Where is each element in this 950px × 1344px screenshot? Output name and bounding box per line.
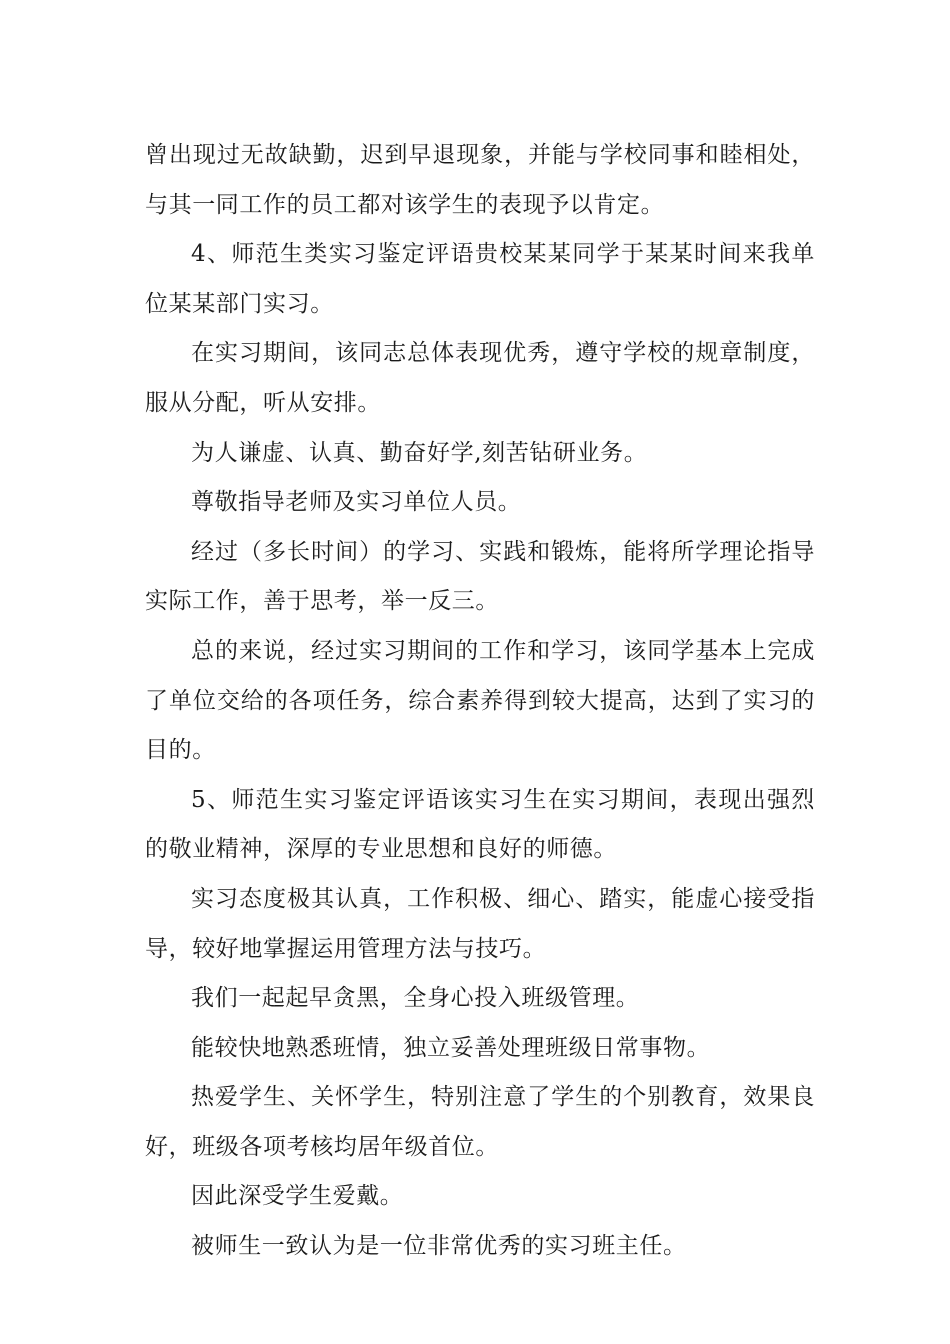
paragraph-7: 总的来说，经过实习期间的工作和学习，该同学基本上完成了单位交给的各项任务，综合素养得到较大提高，达到了实习的目的。 bbox=[145, 637, 815, 764]
paragraph-14: 被师生一致认为是一位非常优秀的实习班主任。 bbox=[191, 1233, 687, 1260]
paragraph-13: 因此深受学生爱戴。 bbox=[191, 1183, 404, 1210]
paragraph-3: 在实习期间，该同志总体表现优秀，遵守学校的规章制度，服从分配，听从安排。 bbox=[145, 340, 815, 416]
paragraph-10: 我们一起起早贪黑，全身心投入班级管理。 bbox=[191, 985, 640, 1012]
paragraph-5: 尊敬指导老师及实习单位人员。 bbox=[191, 489, 522, 516]
paragraph-9: 实习态度极其认真，工作积极、细心、踏实，能虚心接受指导，较好地掌握运用管理方法与技巧。 bbox=[145, 885, 815, 962]
paragraph-12: 热爱学生、关怀学生，特别注意了学生的个别教育，效果良好，班级各项考核均居年级首位。 bbox=[145, 1084, 815, 1160]
paragraph-6: 经过（多长时间）的学习、实践和锻炼，能将所学理论指导实际工作，善于思考，举一反三。 bbox=[145, 538, 815, 615]
document-body bbox=[145, 131, 815, 1272]
paragraph-11: 能较快地熟悉班情，独立妥善处理班级日常事物。 bbox=[191, 1034, 711, 1061]
paragraph-4: 为人谦虚、认真、勤奋好学,刻苦钻研业务。 bbox=[191, 439, 648, 466]
paragraph-1: 曾出现过无故缺勤，迟到早退现象，并能与学校同事和睦相处，与其一同工作的员工都对该学生的表现予以肯定。 bbox=[145, 142, 815, 218]
paragraph-2: 4、师范生类实习鉴定评语贵校某某同学于某某时间来我单位某某部门实习。 bbox=[145, 241, 815, 317]
paragraph-8: 5、师范生实习鉴定评语该实习生在实习期间，表现出强烈的敬业精神，深厚的专业思想和良好的师德。 bbox=[145, 786, 815, 863]
